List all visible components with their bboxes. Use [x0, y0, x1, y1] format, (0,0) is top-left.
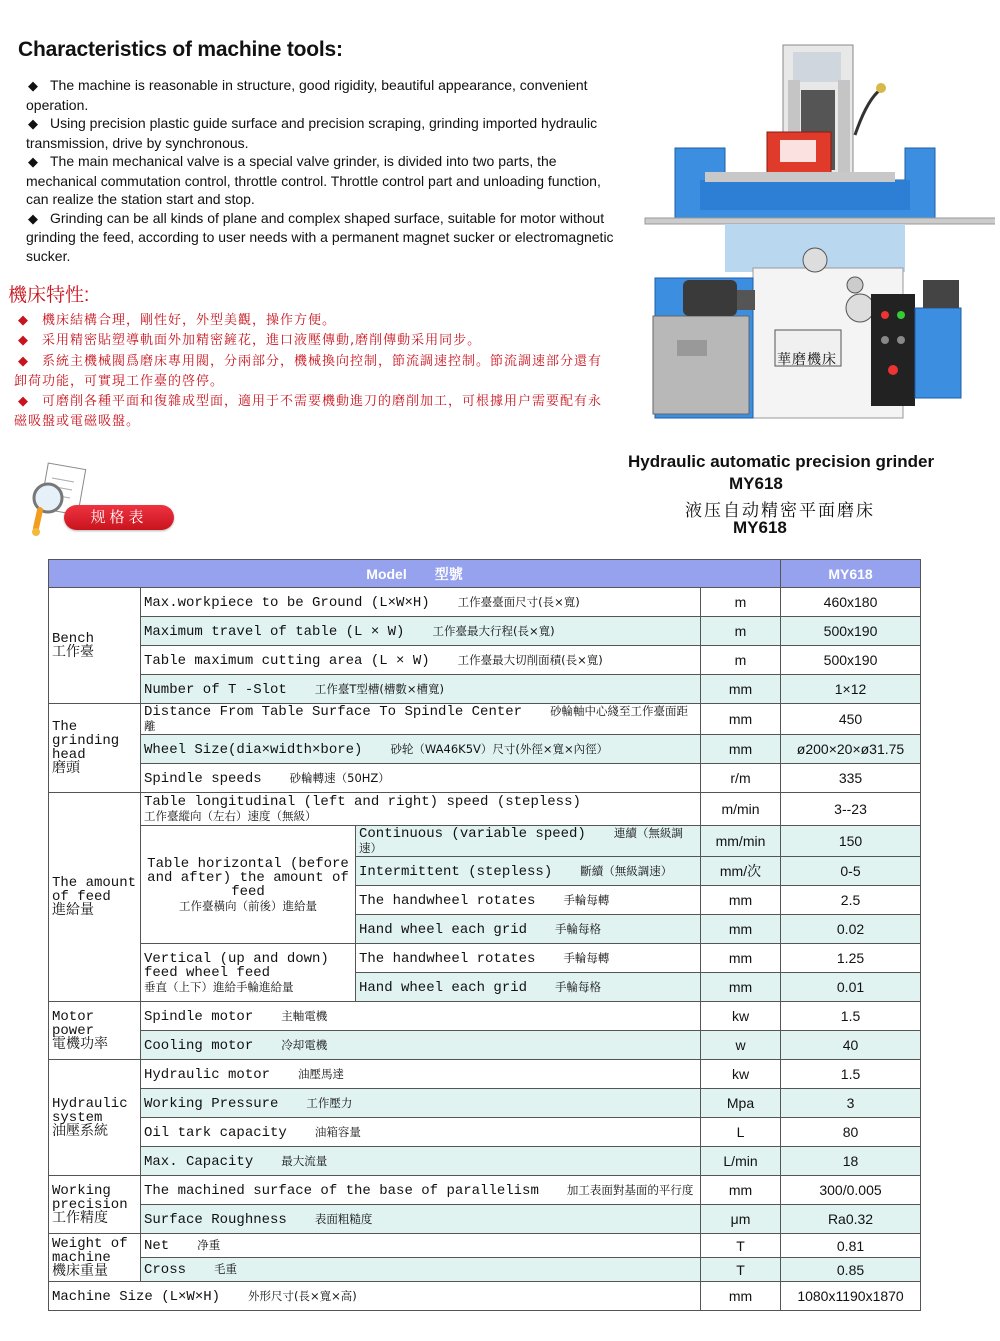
feature-zh-item: ◆ 機床結構合理，剛性好，外型美觀，操作方便。 [14, 311, 614, 331]
table-row: Maximum travel of table (L × W) 工作臺最大行程(長×寬) m 500x190 [49, 617, 921, 646]
group-bench: Bench 工作臺 [49, 588, 141, 704]
caption-zh-title: 液压自动精密平面磨床 [685, 501, 875, 521]
table-row: Cooling motor 冷却電機 w 40 [49, 1031, 921, 1060]
table-row: Intermittent (stepless) 斷續（無級調速） mm/次 0-5 [49, 857, 921, 886]
table-row: Table horizontal (before and after) the amount of feed 工作臺橫向（前後）進給量 Continuous (variable speed) 連續（無級調速） mm/min 150 [49, 826, 921, 857]
table-row: Vertical (up and down) feed wheel feed 垂直（上下）進給手輪進給量 The handwheel rotates 手輪每轉 mm 1.25 [49, 944, 921, 973]
feature-zh-item: ◆ 采用精密貼塑導軌面外加精密鏟花，進口液壓傳動,磨削傳動采用同步。 [14, 331, 614, 351]
table-row: Working Pressure 工作壓力 Mpa 3 [49, 1089, 921, 1118]
table-row: Max. Capacity 最大流量 L/min 18 [49, 1147, 921, 1176]
table-row: The grinding head 磨頭 Distance From Table Surface To Spindle Center 砂輪軸中心綫至工作臺面距離 mm 450 [49, 704, 921, 735]
machine-badge: 華磨機床 [777, 352, 837, 368]
features-en-list [26, 76, 616, 265]
bullet-icon: ◆ [18, 353, 29, 369]
feature-en-item: ◆ Grinding can be all kinds of plane and complex shaped surface, suitable for motor without grinding the feed, according to user needs with a permanent magnet sucker or electromagnetic sucker. [26, 209, 614, 264]
table-row: Hydraulic system 油壓系統 Hydraulic motor 油壓馬達 kw 1.5 [49, 1060, 921, 1089]
header-model-cell: Model 型號 [49, 560, 781, 588]
feature-zh-item: ◆ 系統主機械閥爲磨床專用閥，分兩部分，機械換向控制，節流調速控制。節流調速部分還有卸荷功能，可實現工作臺的啓停。 [14, 353, 603, 389]
title-en: Characteristics of machine tools: [18, 38, 343, 61]
caption-en-model: MY618 [729, 474, 783, 493]
table-row: Number of T -Slot 工作臺T型槽(槽數×槽寬) mm 1×12 [49, 675, 921, 704]
bullet-icon: ◆ [28, 210, 38, 226]
feed-vertical-label: Vertical (up and down) feed wheel feed 垂直（上下）進給手輪進給量 [141, 944, 356, 1002]
table-row: Oil tark capacity 油箱容量 L 80 [49, 1118, 921, 1147]
table-row: Bench 工作臺 Max.workpiece to be Ground (L×W×H) 工作臺臺面尺寸(長×寬) m 460x180 [49, 588, 921, 617]
table-row: Hand wheel each grid 手輪每格 mm 0.01 [49, 973, 921, 1002]
feature-zh-item: ◆ 可磨削各種平面和復雜成型面，適用于不需要機動進刀的磨削加工，可根據用户需要配有永磁吸盤或電磁吸盤。 [14, 394, 603, 430]
group-motor-power: Motor power 電機功率 [49, 1002, 141, 1060]
caption-en-title: Hydraulic automatic precision grinder [628, 452, 935, 471]
bullet-icon: ◆ [18, 394, 29, 410]
table-row: Hand wheel each grid 手輪每格 mm 0.02 [49, 915, 921, 944]
group-working-precision: Working precision 工作精度 [49, 1176, 141, 1234]
features-zh-list [14, 311, 614, 433]
table-row: Cross 毛重 T 0.85 [49, 1258, 921, 1282]
table-row: The amount of feed 進給量 Table longitudinal (left and right) speed (stepless) 工作臺縱向（左右）速度（無級） m/min 3--23 [49, 793, 921, 826]
table-row: Weight of machine 機床重量 Net 净重 T 0.81 [49, 1234, 921, 1258]
feature-en-item: ◆ The machine is reasonable in structure, good rigidity, beautiful appearance, convenient operation. [26, 77, 588, 113]
bullet-icon: ◆ [28, 78, 38, 93]
feature-en-item: ◆ The main mechanical valve is a special valve grinder, is divided into two parts, the mechanical commutation control, throttle control. Throttle control part and unloading function, can realize the station start and stop. [26, 153, 601, 207]
spec-label: 规格表 [64, 505, 174, 530]
group-grinding-head: The grinding head 磨頭 [49, 704, 141, 793]
table-row: Surface Roughness 表面粗糙度 μm Ra0.32 [49, 1205, 921, 1234]
header-value-cell: MY618 [781, 560, 921, 588]
table-row: Wheel Size(dia×width×bore) 砂轮（WA46K5V）尺寸(外徑×寬×內徑） mm ø200×20×ø31.75 [49, 735, 921, 764]
bullet-icon: ◆ [28, 116, 38, 131]
group-feed: The amount of feed 進給量 [49, 793, 141, 1002]
bullet-icon: ◆ [28, 154, 38, 169]
table-row: Spindle speeds 砂輪轉速（50HZ） r/m 335 [49, 764, 921, 793]
bullet-icon: ◆ [18, 333, 29, 349]
table-row: Motor power 電機功率 Spindle motor 主軸電機 kw 1.5 [49, 1002, 921, 1031]
table-row: Table maximum cutting area (L × W) 工作臺最大切削面積(長×寬) m 500x190 [49, 646, 921, 675]
group-hydraulic: Hydraulic system 油壓系統 [49, 1060, 141, 1176]
table-row: The handwheel rotates 手輪每轉 mm 2.5 [49, 886, 921, 915]
table-row: Working precision 工作精度 The machined surface of the base of parallelism 加工表面對基面的平行度 mm 300/0.005 [49, 1176, 921, 1205]
group-weight: Weight of machine 機床重量 [49, 1234, 141, 1282]
feed-horizontal-label: Table horizontal (before and after) the amount of feed 工作臺橫向（前後）進給量 [141, 826, 356, 944]
table-row: Machine Size (L×W×H) 外形尺寸(長×寬×高) mm 1080x1190x1870 [49, 1282, 921, 1311]
spec-table [48, 559, 921, 1311]
caption-zh-model: MY618 [733, 518, 787, 537]
bullet-icon: ◆ [18, 313, 29, 328]
title-zh: 機床特性: [8, 285, 90, 306]
feature-en-item: ◆ Using precision plastic guide surface and precision scraping, grinding imported hydraulic transmission, drive by synchronous. [26, 115, 598, 151]
table-header-row [49, 560, 921, 588]
